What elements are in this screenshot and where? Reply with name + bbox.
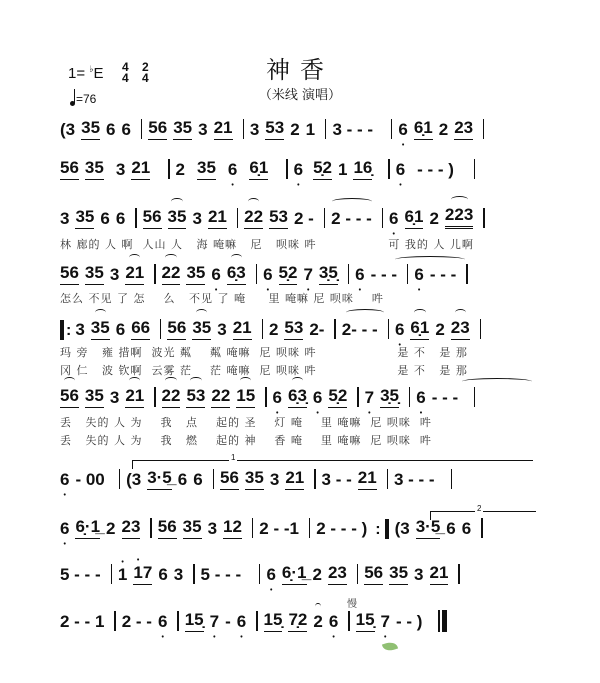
final-barline-thin bbox=[438, 610, 439, 632]
volta-bracket-1: 1 bbox=[132, 460, 533, 469]
staff-line-2: 56 35 3 21 2 35 6 • 6̣1 6 • 5̣2 1 16̣ 6 • - - - ) bbox=[60, 158, 540, 180]
staff-line-9: 5 - - - • 1 • 17 6 3 5 - - - 6 • 6̣·1̲ 2 23 56 35 3 21 bbox=[60, 563, 540, 585]
song-subtitle: （米线 演唱） bbox=[258, 88, 342, 103]
leaf-watermark-icon bbox=[382, 640, 398, 653]
key-note: E bbox=[93, 65, 104, 82]
repeat-start-barline bbox=[60, 320, 64, 340]
staff-line-6: 56 35 3 21 22 53 22 15 6 • 6̣3̣ 6 • 5̣2 7 • 3̣5̣ 6 • - - - bbox=[60, 386, 540, 408]
song-title: 神香 bbox=[266, 56, 334, 84]
staff-line-8: 6 • 6̣·1̲ 2 23 56 35 3 12 2 - -1 2 - - - ) : (3 3·5̲ 6 6 bbox=[60, 517, 540, 539]
staff-line-5: : 3 35 6 66 56 35 3 21 2 53 2- 2- - - 6 • 6̣1 2 23 bbox=[60, 318, 540, 340]
lyric-line-6b: 丢 失的 人 为 我 燃 起的 神 香 唵 里 唵嘛 尼 呗咪 吽 bbox=[60, 434, 432, 447]
flat-icon: ♭ bbox=[89, 64, 94, 74]
time-signature-4-4: 4 4 bbox=[122, 60, 129, 85]
staff-line-3: 3 35 6 6 56 35 3 21 22 53 2 - 2 - - - 6 • 6̣1 2 223 bbox=[60, 207, 540, 229]
tie-arc bbox=[346, 309, 384, 316]
staff-line-7: 6 • - 00 (3 3·5̲ 6 6 56 35 3 21 3 - - 21 3 - - - bbox=[60, 468, 540, 490]
tie-arc bbox=[462, 378, 532, 385]
tempo-marking: =76 bbox=[70, 92, 96, 106]
lyric-line-6a: 丢 失的 人 为 我 点 起的 圣 灯 唵 里 唵嘛 尼 呗咪 吽 bbox=[60, 416, 432, 429]
lyric-line-4: 怎么 不见 了 怎 么 不见 了 唵 里 唵嘛 尼 呗咪 吽 bbox=[60, 292, 384, 305]
repeat-end-barline bbox=[385, 519, 389, 539]
key-prefix: 1= bbox=[68, 65, 86, 82]
volta-bracket-2: 2 bbox=[430, 511, 536, 520]
time-signature-2-4: 2 4 bbox=[142, 60, 149, 85]
quarter-note-icon bbox=[70, 101, 75, 106]
tie-arc bbox=[395, 256, 465, 263]
tie-arc bbox=[332, 198, 372, 205]
staff-line-1: (3 35 6 6 56 35 3 21 3 53 2 1 3 - - - 6 • 6̣1 2 23 bbox=[60, 118, 540, 140]
staff-line-4: 56 35 3 21 22 35 6 • 6̣3 6 • 5̣2 7 • 3̣5̣ 6 • - - - 6 • - - - bbox=[60, 263, 540, 285]
tempo-mark-slow: 慢 bbox=[347, 599, 357, 610]
lyric-line-5b: 冈 仁 波 钦啊 云雾 茫 茫 唵嘛 尼 呗咪 吽 是 不 是 那 bbox=[60, 364, 468, 377]
lyric-line-3: 林 廊的 人 啊 人山 人 海 唵嘛 尼 呗咪 吽 可 我的 人 儿啊 bbox=[60, 238, 474, 251]
lyric-line-5a: 玛 旁 雍 措啊 波光 粼 粼 唵嘛 尼 呗咪 吽 是 不 是 那 bbox=[60, 346, 468, 359]
key-signature bbox=[68, 64, 104, 82]
staff-line-10: 2 - - 1 2 - - 6 • 15̣ 7 • - 6 • 15̣ 7̣2 2 6 • 15̣ 7 • - - ) bbox=[60, 610, 540, 632]
final-barline-thick bbox=[442, 610, 447, 632]
